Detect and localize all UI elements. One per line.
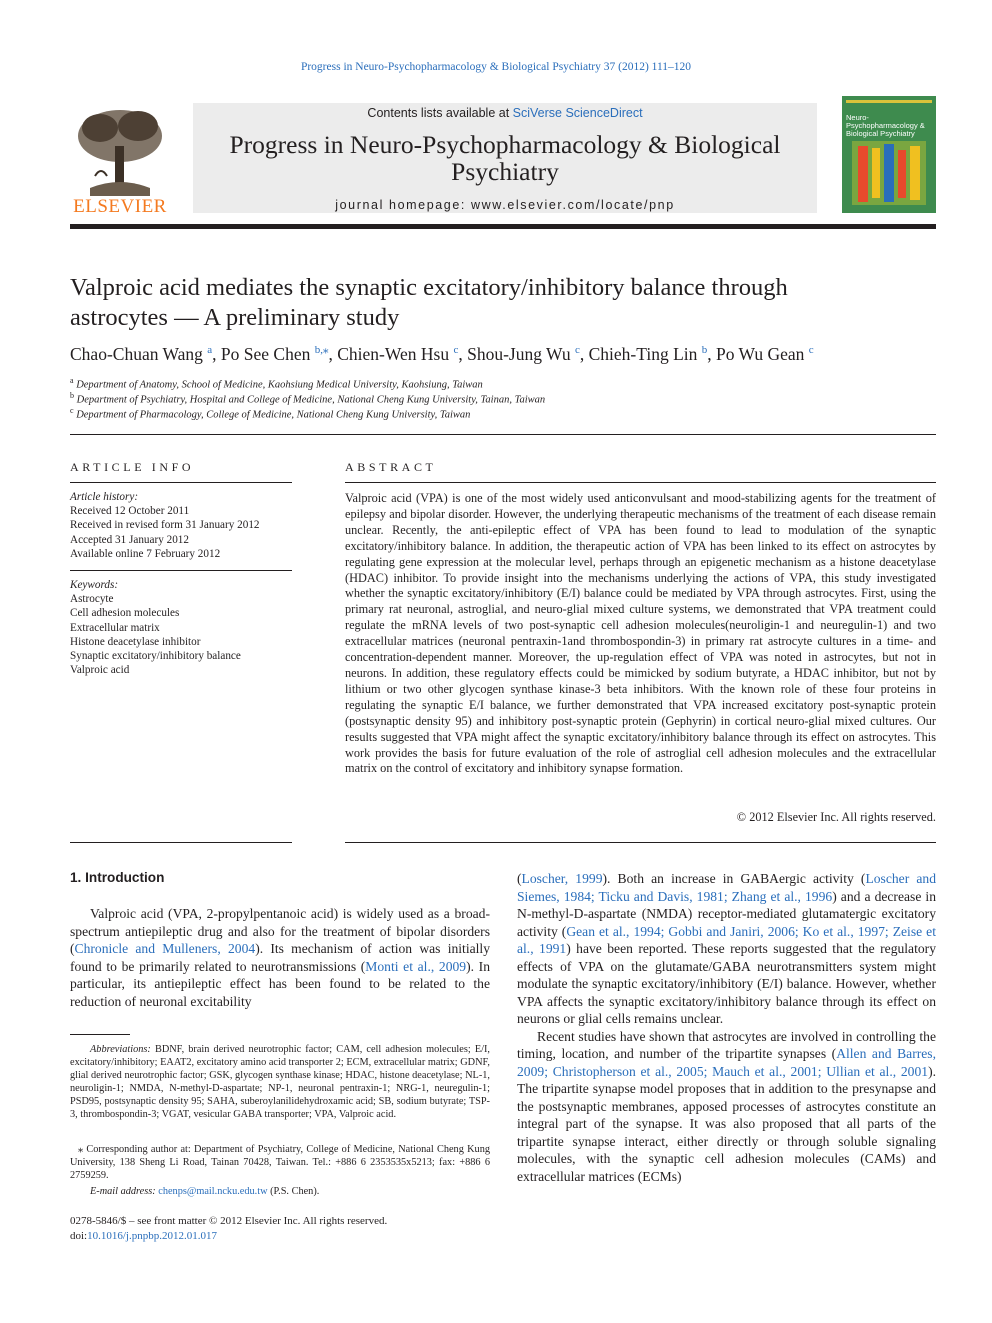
keywords: Keywords: Astrocyte Cell adhesion molecules Extracellular matrix Histone deacetylase inhibitor Synaptic excitatory/inhibitory balance Valproic acid	[70, 578, 292, 677]
running-header[interactable]: Progress in Neuro-Psychopharmacology & Biological Psychiatry 37 (2012) 111–120	[300, 61, 692, 73]
copyright: © 2012 Elsevier Inc. All rights reserved.	[736, 810, 936, 824]
article-info-heading: ARTICLE INFO	[70, 460, 195, 474]
intro-paragraph-right: (Loscher, 1999). Both an increase in GABAergic activity (Loscher and Siemes, 1984; Ticku and Davis, 1981; Zhang et al., 1996) and a decrease in N-methyl-D-aspartate (NMDA) receptor-mediated glutamatergic excitatory activity (Gean et al., 1994; Gobbi and Janiri, 2006; Ko et al., 1997; Zeise et al., 1991) have been reported. These reports suggested that the regulatory effects of VPA on the glutamate/GABA neurotransmitters system might modulate the synaptic excitatory/inhibitory (E/I) balance. However, whether VPA affects the synaptic excitatory/inhibitory balance through its effect on neurons or glial cells remains unclear. Recent studies have shown that astrocytes are involved in controlling the timing, location, and number of the tripartite synapses (Allen and Barres, 2009; Christopherson et al., 2005; Mauch et al., 2001; Ullian et al., 2001). The tripartite synapse model proposes that in addition to the presynapse and the postsynaptic membranes, apposed processes of astrocytes constitute an integral part of the synapse. It was also proposed that all parts of the tripartite synapse interact, either directly or through soluble signaling molecules, with the synaptic cell adhesion molecules (CAMs) and extracellular matrices (ECMs)	[517, 871, 936, 1184]
journal-title: Progress in Neuro-Psychopharmacology & Biological Psychiatry	[229, 130, 781, 186]
abbreviations-footnote: Abbreviations: BDNF, brain derived neurotrophic factor; CAM, cell adhesion molecules; E/I, excitatory/inhibitory; EAAT2, excitatory amino acid transporter 2; ECM, extracellular matrix; GDNF, glial derived neurotrophic factor; GSK, glycogen synthase kinase; HDAC, histone deacetylase; NL-1, neuroligin-1; NMDA, N-methyl-D-aspartate; NP-1, neuronal pentraxin-1; NRG-1, neuregulin-1; PSD95, postsynaptic density 95; SAHA, suberoylanilidehydroxamic acid; SB, sodium butyrate; TSP-3, thrombospondin-3; VGAT, vesicular GABA transporter; VPA, Valproic acid.	[70, 1044, 490, 1120]
sciencedirect-link[interactable]: SciVerse ScienceDirect	[512, 106, 643, 120]
keyword: Valproic acid	[70, 664, 130, 677]
keyword: Cell adhesion molecules	[70, 607, 180, 620]
citation-link[interactable]: Chronicle and Mulleners, 2004	[74, 941, 256, 956]
doi-link[interactable]: 10.1016/j.pnpbp.2012.01.017	[87, 1229, 217, 1242]
contents-line: Contents lists available at SciVerse ScienceDirect	[367, 106, 643, 120]
elsevier-tree-icon	[70, 106, 170, 198]
issn-line: 0278-5846/$ – see front matter © 2012 Elsevier Inc. All rights reserved. doi:10.1016/j.pnpbp.2012.01.017	[70, 1215, 388, 1242]
article-history: Article history: Received 12 October 2011 Received in revised form 31 January 2012 Accepted 31 January 2012 Available online 7 February 2012	[70, 491, 260, 560]
journal-cover-image: Neuro-Psychopharmacology & Biological Psychiatry	[842, 96, 936, 213]
keyword: Extracellular matrix	[70, 621, 160, 634]
footnote-rule	[70, 1034, 130, 1035]
keyword: Histone deacetylase inhibitor	[70, 635, 201, 648]
elsevier-logo	[70, 106, 170, 216]
email-link[interactable]: chenps@mail.ncku.edu.tw	[158, 1186, 268, 1197]
email-footnote: E-mail address: chenps@mail.ncku.edu.tw (P.S. Chen).	[90, 1186, 320, 1197]
masthead-rule	[70, 224, 936, 229]
elsevier-wordmark: ELSEVIER	[73, 196, 167, 217]
keyword: Astrocyte	[70, 593, 114, 606]
corresponding-author-footnote: ⁎ Corresponding author at: Department of Psychiatry, College of Medicine, National Cheng Kung University, 138 Sheng Li Road, Tainan 70428, Taiwan. Tel.: +886 6 2353535x5213; fax: +886 6 2759259.	[70, 1144, 490, 1181]
divider	[70, 842, 292, 843]
author-list: Chao-Chuan Wang $^a$, Po See Chen $^{b,⁎}$, Chien-Wen Hsu $^c$, Shou-Jung Wu $^c$, Chieh-Ting Lin $^b$, Po Wu Gean $^c$	[70, 343, 814, 364]
citation-link[interactable]: Loscher and Siemes, 1984; Ticku and Davis, 1981; Zhang et al., 1996	[517, 871, 936, 904]
affiliation: $^b$ Department of Psychiatry, Hospital and College of Medicine, National Cheng Kung University, Tainan, Taiwan	[70, 391, 546, 406]
affiliation: $^a$ Department of Anatomy, School of Medicine, Kaohsiung Medical University, Kaohsiung, Taiwan	[70, 376, 483, 391]
divider	[70, 570, 292, 571]
author[interactable]: Po See Chen $^{b,⁎}$	[220, 343, 329, 364]
divider	[345, 482, 936, 483]
citation-link[interactable]: Monti et al., 2009	[365, 958, 467, 974]
author[interactable]: Chien-Wen Hsu $^c$	[337, 343, 459, 364]
section-heading: 1. Introduction	[70, 870, 165, 885]
abstract-text: Valproic acid (VPA) is one of the most widely used anticonvulsant and mood-stabilizing agents for the treatment of epilepsy and bipolar disorder. However, the underlying therapeutic mechanisms of the treatment of each disease remain unclear. Recently, the anti-epileptic effect of VPA has been found to lead to modulation of the synaptic excitatory/inhibitory balance. In addition, the therapeutic action of VPA has been linked to its effect on astrocytes by regulating gene expression at the molecular level, perhaps through an epigenetic mechanism as a histone deacetylase (HDAC) inhibitor. To provide insight into the mechanisms underlying the actions of VPA, this study investigated whether the synaptic excitatory/inhibitory (E/I) balance could be mediated by VPA through astrocytes. First, using the primary rat neuronal, astroglial, and neuro-glial mixed culture systems, we demonstrated that VPA treatment could regulate the mRNA levels of two post-synaptic cell adhesion molecules(neuroligin-1 and neuregulin-1) and two extracellular matrices (neuronal pentraxin-1and thrombospondin-3) in primary rat astrocyte cultures in a time- and concentration-dependent manner. Moreover, the up-regulation effect of VPA was noted in astrocytes, but not in neurons. In addition, these regulatory effects could be mimicked by sodium butyrate, a HDAC inhibitor, but not by lithium or two other glycogen synthase kinase-3 beta inhibitors. With the known role of these four proteins in regulating the synaptic E/I balance, we further demonstrated that VPA increased excitatory post-synaptic protein (postsynaptic density 95) and inhibitory post-synaptic protein (Gephyrin) in cortical neuro-glial mixed cultures. Our results suggested that VPA might affect the synaptic excitatory/inhibitory balance through its effect on astrocytes. This work provides the basis for future evaluation of the role of astroglial cell adhesion molecules and the extracellular matrix on the control of excitatory and inhibitory synapse formation.	[345, 491, 936, 776]
abstract-heading: ABSTRACT	[345, 460, 437, 474]
journal-homepage[interactable]: journal homepage: www.elsevier.com/locate/pnp	[335, 198, 675, 212]
affiliation: $^c$ Department of Pharmacology, College of Medicine, National Cheng Kung University, Taiwan	[70, 406, 471, 421]
author[interactable]: Chieh-Ting Lin $^b$	[588, 343, 708, 364]
divider	[70, 482, 292, 483]
author[interactable]: Po Wu Gean $^c$	[716, 343, 814, 364]
author[interactable]: Chao-Chuan Wang $^a$	[70, 343, 213, 364]
citation-link[interactable]: Allen and Barres, 2009; Christopherson et al., 2005; Mauch et al., 2001; Ullian et al., 2001	[517, 1046, 936, 1079]
citation-link[interactable]: Gean et al., 1994; Gobbi and Janiri, 2006; Ko et al., 1997; Zeise et al., 1991	[517, 923, 936, 956]
author[interactable]: Shou-Jung Wu $^c$	[467, 343, 580, 364]
intro-paragraph: Valproic acid (VPA, 2-propylpentanoic acid) is widely used as a broad-spectrum antiepileptic drug and also for the treatment of bipolar disorders (Chronicle and Mulleners, 2004). Its mechanism of action was initially found to be primarily related to neurotransmissions (Monti et al., 2009). In particular, its antiepileptic effect has been found to be related to the reduction of neuronal excitability	[70, 906, 490, 1009]
keyword: Synaptic excitatory/inhibitory balance	[70, 650, 241, 663]
affiliation-rule	[70, 434, 936, 435]
journal-banner	[193, 103, 817, 213]
citation-link[interactable]: Loscher, 1999	[521, 871, 603, 886]
article-title: Valproic acid mediates the synaptic excitatory/inhibitory balance through astrocytes — A preliminary study	[70, 274, 788, 331]
divider	[345, 842, 936, 843]
